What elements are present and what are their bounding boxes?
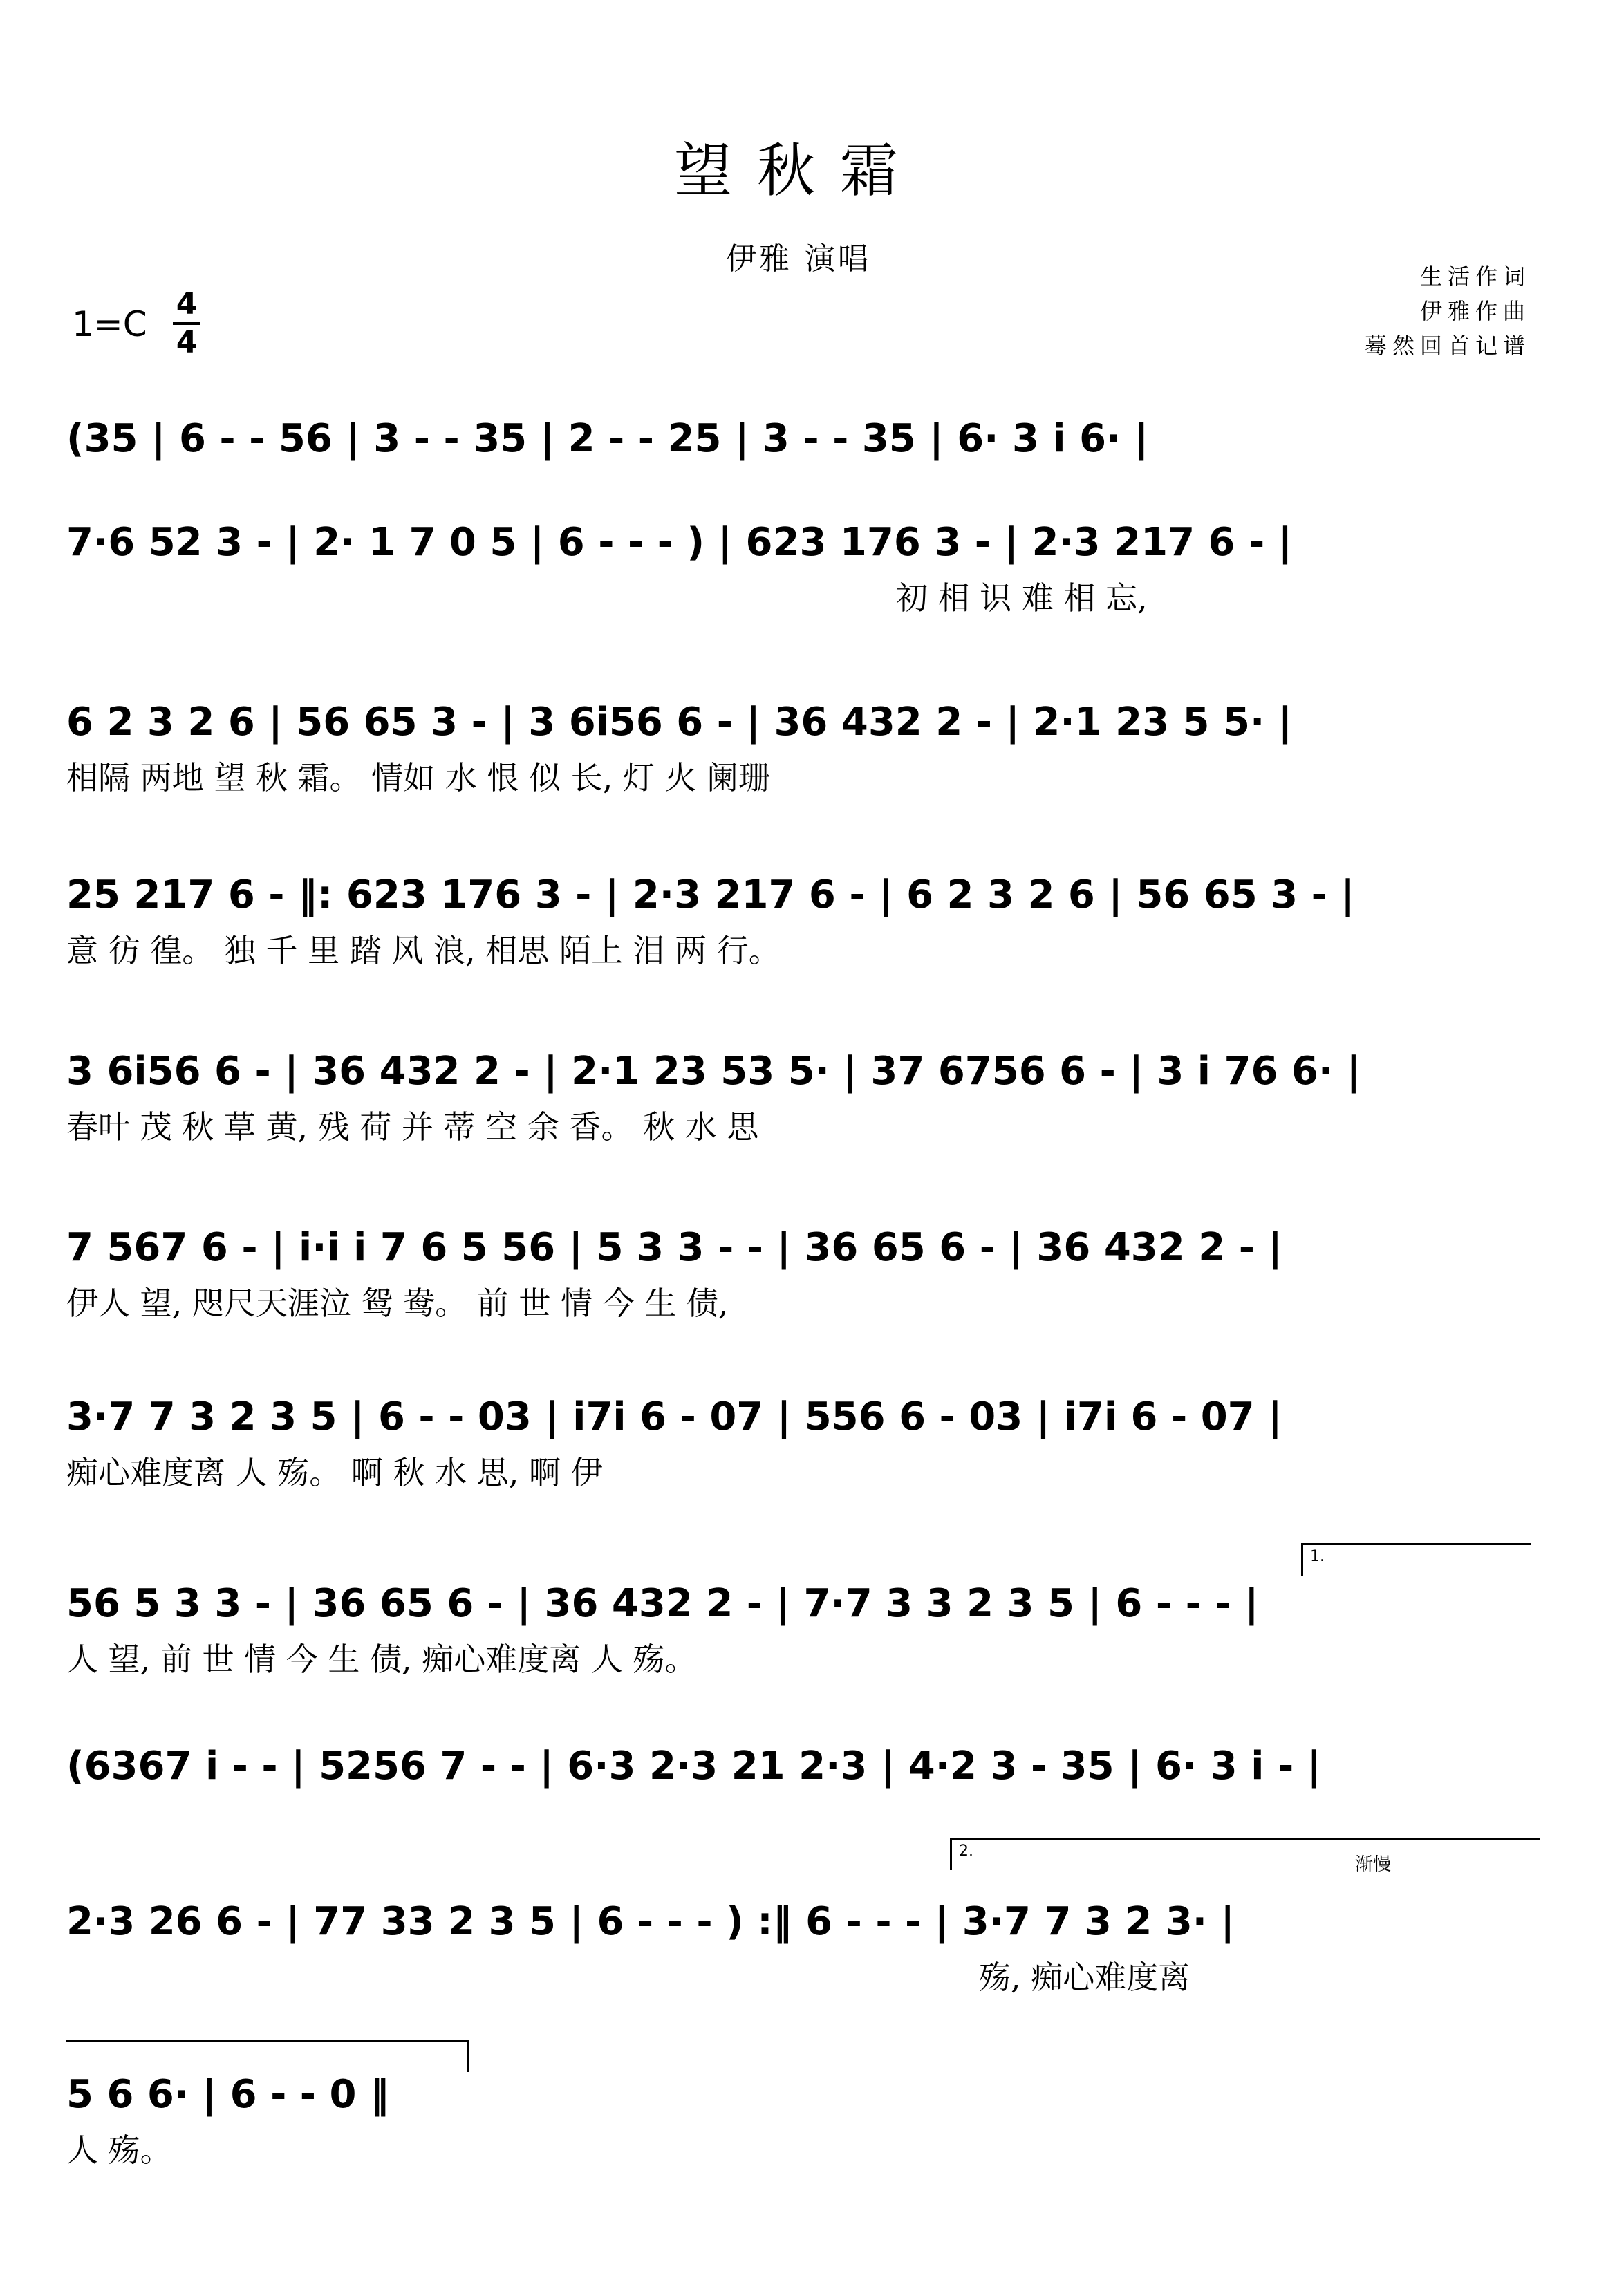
music-line: 5 6 6· | 6 - - 0 ‖ xyxy=(66,2072,390,2117)
music-line: 56 5 3 3 - | 36 65 6 - | 36 432 2 - | 7·7 3 3 2 3 5 | 6 - - - | xyxy=(66,1581,1259,1626)
lyric-line: 春叶 茂 秋 草 黄, 残 荷 并 蒂 空 余 香。 秋 水 思 xyxy=(66,1108,759,1146)
key-signature: 1=C xyxy=(72,304,147,344)
lyric-line: 痴心难度离 人 殇。 啊 秋 水 思, 啊 伊 xyxy=(66,1454,603,1491)
music-line: 7 567 6 - | i·i i 7 6 5 56 | 5 3 3 - - | 36 65 6 - | 36 432 2 - | xyxy=(66,1225,1282,1270)
volta-second-ending: 2. xyxy=(950,1838,1540,1870)
score-system-10 xyxy=(66,1891,1539,2001)
score-system-2 xyxy=(66,512,1539,622)
volta-first-ending: 1. xyxy=(1301,1543,1531,1576)
lyric-line: 伊人 望, 咫尺天涯泣 鸳 鸯。 前 世 情 今 生 债, xyxy=(66,1285,729,1322)
score-system-3 xyxy=(66,691,1539,802)
lyric-line: 人 殇。 xyxy=(66,2131,172,2169)
credits-block xyxy=(1365,259,1531,363)
lyric-line: 殇, 痴心难度离 xyxy=(979,1959,1190,1996)
lyric-line: 人 望, 前 世 情 今 生 债, 痴心难度离 人 殇。 xyxy=(66,1641,697,1678)
lyric-line: 意 彷 徨。 独 千 里 踏 风 浪, 相思 陌上 泪 两 行。 xyxy=(66,932,781,969)
time-signature-bottom: 4 xyxy=(176,325,198,360)
score-system-8 xyxy=(66,1573,1539,1683)
score-system-5 xyxy=(66,1040,1539,1151)
music-line: (35 | 6 - - 56 | 3 - - 35 | 2 - - 25 | 3 - - 35 | 6· 3 i 6· | xyxy=(66,416,1149,461)
song-title: 望秋霜 xyxy=(673,137,923,205)
music-line: 2·3 26 6 - | 77 33 2 3 5 | 6 - - - ) :‖ 6 - - - | 3·7 7 3 2 3· | xyxy=(66,1899,1235,1944)
music-line: 3·7 7 3 2 3 5 | 6 - - 03 | i7i 6 - 07 | 556 6 - 03 | i7i 6 - 07 | xyxy=(66,1394,1282,1439)
score-system-9 xyxy=(66,1735,1539,1846)
music-line: 7·6 52 3 - | 2· 1 7 0 5 | 6 - - - ) | 623 176 3 - | 2·3 217 6 - | xyxy=(66,520,1293,565)
score-system-1 xyxy=(66,408,1539,519)
music-line: 25 217 6 - ‖: 623 176 3 - | 2·3 217 6 - | 6 2 3 2 6 | 56 65 3 - | xyxy=(66,872,1355,917)
score-system-6 xyxy=(66,1217,1539,1327)
composer-credit: 伊雅作曲 xyxy=(1419,298,1531,324)
time-signature xyxy=(173,288,200,360)
lyricist-credit: 生活作词 xyxy=(1419,263,1531,290)
time-signature-top: 4 xyxy=(176,286,198,321)
music-line: 3 6i56 6 - | 36 432 2 - | 2·1 23 53 5· | 37 6756 6 - | 3 i 76 6· | xyxy=(66,1049,1361,1094)
lyric-line: 初 相 识 难 相 忘, xyxy=(896,579,1148,617)
ritardando-marking: 渐慢 xyxy=(1355,1854,1392,1875)
score-system-7 xyxy=(66,1386,1539,1497)
lyric-line: 相隔 两地 望 秋 霜。 情如 水 恨 似 长, 灯 火 阑珊 xyxy=(66,759,771,796)
transcriber-credit: 蓦然回首记谱 xyxy=(1364,333,1531,359)
score-system-11 xyxy=(66,2064,495,2174)
performer-credit: 伊雅 演唱 xyxy=(726,241,871,277)
score-system-4 xyxy=(66,864,1539,975)
music-line: (6367 i - - | 5256 7 - - | 6·3 2·3 21 2·3 | 4·2 3 - 35 | 6· 3 i - | xyxy=(66,1744,1322,1789)
music-line: 6 2 3 2 6 | 56 65 3 - | 3 6i56 6 - | 36 432 2 - | 2·1 23 5 5· | xyxy=(66,700,1293,745)
